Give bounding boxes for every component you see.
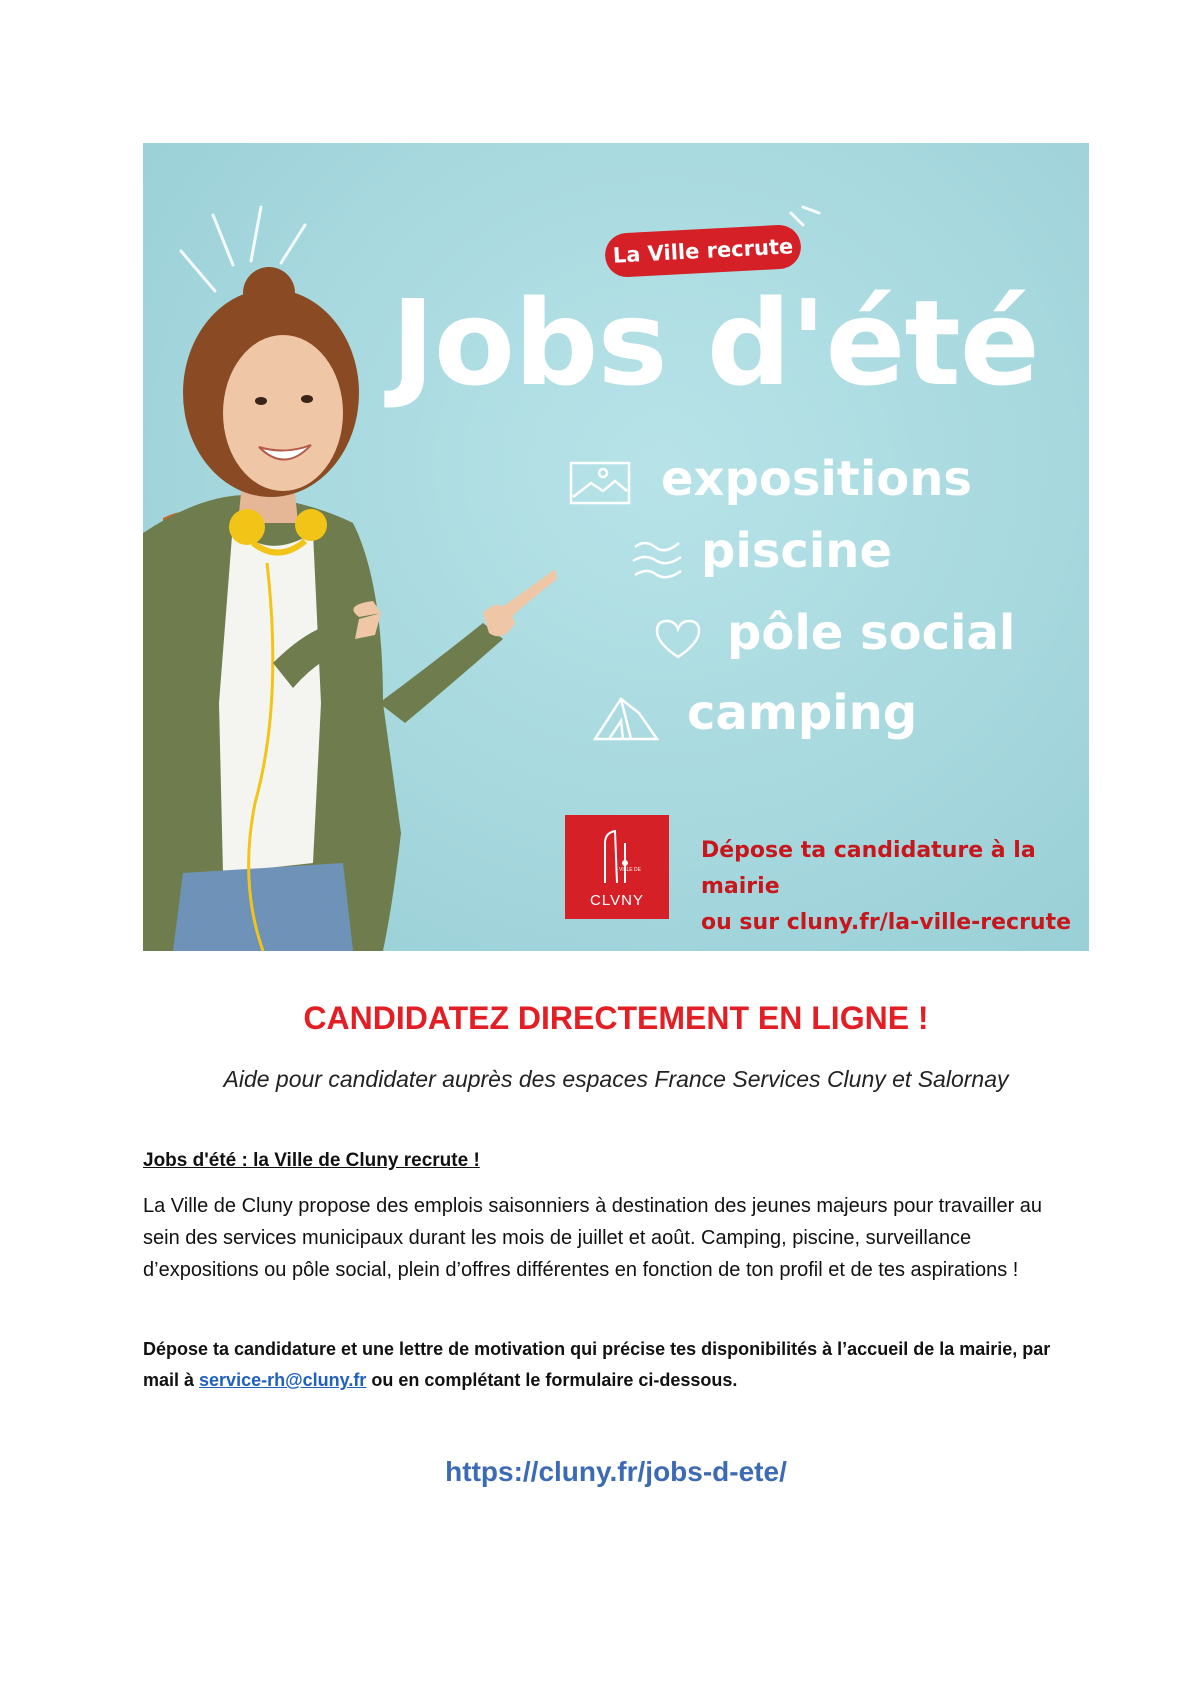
apply-line-2: ou sur cluny.fr/la-ville-recrute [701,910,1072,935]
cluny-logo [565,815,669,919]
heart-icon [653,617,703,661]
section-title: Jobs d'été : la Ville de Cluny recrute ! [143,1150,480,1171]
logo-cluny: CLVNY [590,892,644,909]
feature-pole-social: pôle social [727,605,1016,661]
cta-heading: CANDIDATEZ DIRECTEMENT EN LIGNE ! [303,1000,929,1036]
poster-headline: Jobs d'été [391,274,1039,412]
job-poster [143,143,1089,951]
feature-expositions: expositions [661,451,972,507]
instructions-before: Dépose ta candidature et une lettre de motivation qui précise tes disponibilités à l’accueil de la mairie, par mail à [143,1339,1051,1390]
tent-icon [591,691,659,743]
help-subtitle: Aide pour candidater auprès des espaces France Services Cluny et Salornay [223,1066,1009,1092]
instructions-after: ou en complétant le formulaire ci-dessous. [366,1370,738,1390]
description-paragraph: La Ville de Cluny propose des emplois saisonniers à destination des jeunes majeurs pour travailler au sein des services municipaux durant les mois de juillet et août. Camping, piscine, surveillance d’expositions ou pôle social, plein d’offres différentes en fonction de ton profil et de tes aspirations ! [143,1195,1043,1281]
apply-line-1: Dépose ta candidature à la mairie [701,838,1036,899]
feature-camping: camping [687,685,918,741]
image-icon [569,461,631,505]
email-link[interactable]: service-rh@cluny.fr [199,1370,367,1390]
recruit-badge: La Ville recrute [604,224,802,278]
application-instructions [143,1334,1063,1396]
waves-icon [629,537,685,581]
feature-piscine: piscine [701,523,893,579]
jobs-url-link[interactable]: https://cluny.fr/jobs-d-ete/ [445,1456,787,1487]
apply-message [701,833,1081,941]
cluny-emblem-icon [597,829,637,885]
logo-ville-de: VILLE DE [619,867,641,873]
